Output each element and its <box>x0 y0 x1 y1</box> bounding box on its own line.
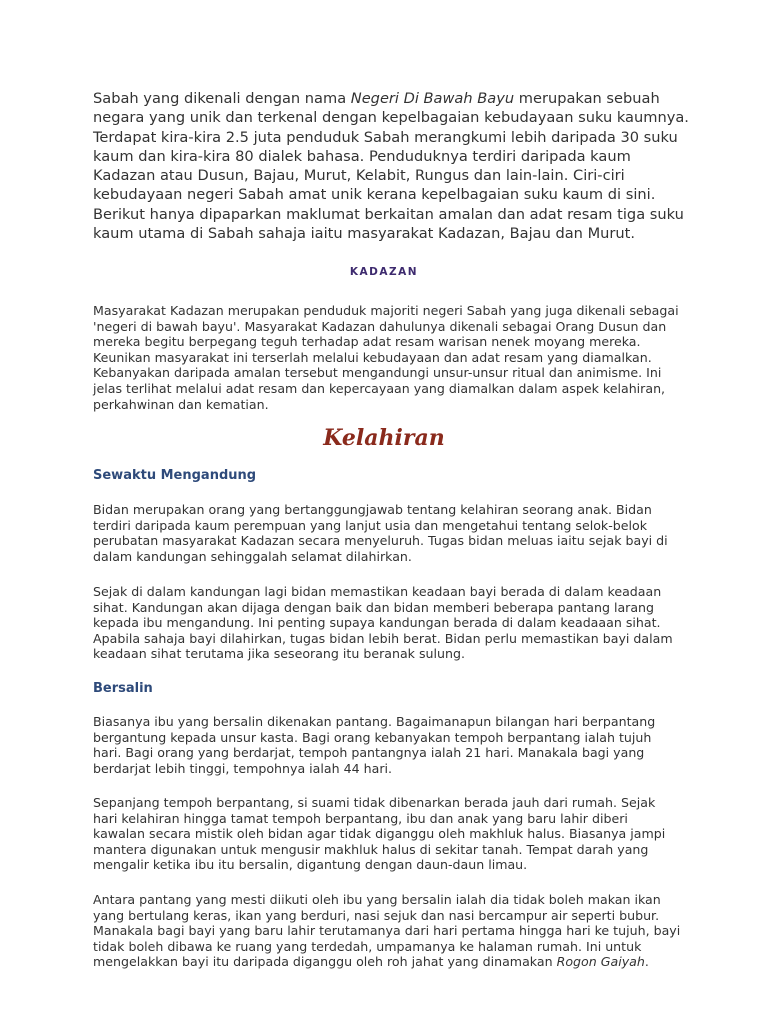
intro-text-rest: merupakan sebuah negara yang unik dan terkenal dengan kepelbagaian kebudayaan suku kaumnya. Terdapat kira-kira 2.5 juta penduduk Sabah merangkumi lebih daripada 30 suku kaum dan kira-kira 80 dialek bahasa. Penduduknya terdiri daripada kaum Kadazan atau Dusun, Bajau, Murut, Kelabit, Rungus dan lain-lain. Ciri-ciri kebudayaan negeri Sabah amat unik kerana kepelbagaian suku kaum di sini. Berikut hanya dipaparkan maklumat berkaitan amalan dan adat resam tiga suku kaum utama di Sabah sahaja iaitu masyarakat Kadazan, Bajau dan Murut. <box>93 90 689 243</box>
bersalin-p3-end: . <box>644 954 649 970</box>
bersalin-heading: Bersalin <box>93 681 153 696</box>
bersalin-paragraph-3 <box>93 892 683 970</box>
intro-paragraph <box>93 89 693 243</box>
bersalin-p3-text: Antara pantang yang mesti diikuti oleh ibu yang bersalin ialah dia tidak boleh makan ikan yang bertulang keras, ikan yang berduri, nasi sejuk dan nasi bercampur air seperti bubur. Manakala bagi bayi yang baru lahir terutamanya dari hari pertama hingga hari ke tujuh, bayi tidak boleh dibawa ke ruang yang terdedah, umpamanya ke halaman rumah. Ini untuk mengelakkan bayi itu daripada diganggu oleh roh jahat yang dinamakan <box>93 892 681 970</box>
kadazan-paragraph: Masyarakat Kadazan merupakan penduduk majoriti negeri Sabah yang juga dikenali sebagai 'negeri di bawah bayu'. Masyarakat Kadazan dahulunya dikenali sebagai Orang Dusun dan mereka begitu berpegang teguh terhadap adat resam warisan nenek moyang mereka. Keunikan masyarakat ini terserlah melalui kebudayaan dan adat resam yang diamalkan. Kebanyakan daripada amalan tersebut mengandungi unsur-unsur ritual dan animisme. Ini jelas terlihat melalui adat resam dan kepercayaan yang diamalkan dalam aspek kelahiran, perkahwinan dan kematian. <box>93 303 679 412</box>
bersalin-paragraph-2: Sepanjang tempoh berpantang, si suami tidak dibenarkan berada jauh dari rumah. Sejak hari kelahiran hingga tamat tempoh berpantang, ibu dan anak yang baru lahir diberi kawalan secara mistik oleh bidan agar tidak diganggu oleh makhluk halus. Biasanya jampi mantera digunakan untuk mengusir makhluk halus di sekitar tanah. Tempat darah yang mengalir ketika ibu itu bersalin, digantung dengan daun-daun limau. <box>93 795 666 873</box>
kelahiran-title: Kelahiran <box>323 425 445 451</box>
intro-italic-phrase: Negeri Di Bawah Bayu <box>350 90 515 107</box>
kadazan-heading: KADAZAN <box>349 266 419 278</box>
sewaktu-paragraph-2: Sejak di dalam kandungan lagi bidan memastikan keadaan bayi berada di dalam keadaan sihat. Kandungan akan dijaga dengan baik dan bidan memberi beberapa pantang larang kepada ibu mengandung. Ini penting supaya kandungan berada di dalam keadaaan sihat. Apabila sahaja bayi dilahirkan, tugas bidan lebih berat. Bidan perlu memastikan bayi dalam keadaan sihat terutama jika seseorang itu beranak sulung. <box>93 584 673 662</box>
sewaktu-mengandung-heading: Sewaktu Mengandung <box>93 468 257 483</box>
sewaktu-paragraph-1: Bidan merupakan orang yang bertanggungjawab tentang kelahiran seorang anak. Bidan terdiri daripada kaum perempuan yang lanjut usia dan mengetahui tentang selok-belok perubatan masyarakat Kadazan secara menyeluruh. Tugas bidan meluas iaitu sejak bayi di dalam kandungan sehinggalah selamat dilahirkan. <box>93 502 668 564</box>
bersalin-paragraph-1: Biasanya ibu yang bersalin dikenakan pantang. Bagaimanapun bilangan hari berpantang bergantung kepada unsur kasta. Bagi orang kebanyakan tempoh berpantang ialah tujuh hari. Bagi orang yang berdarjat, tempoh pantangnya ialah 21 hari. Manakala bagi yang berdarjat lebih tinggi, tempohnya ialah 44 hari. <box>93 714 656 776</box>
rogon-gaiyah-term: Rogon Gaiyah <box>556 954 645 970</box>
intro-text-start: Sabah yang dikenali dengan nama <box>93 90 351 107</box>
